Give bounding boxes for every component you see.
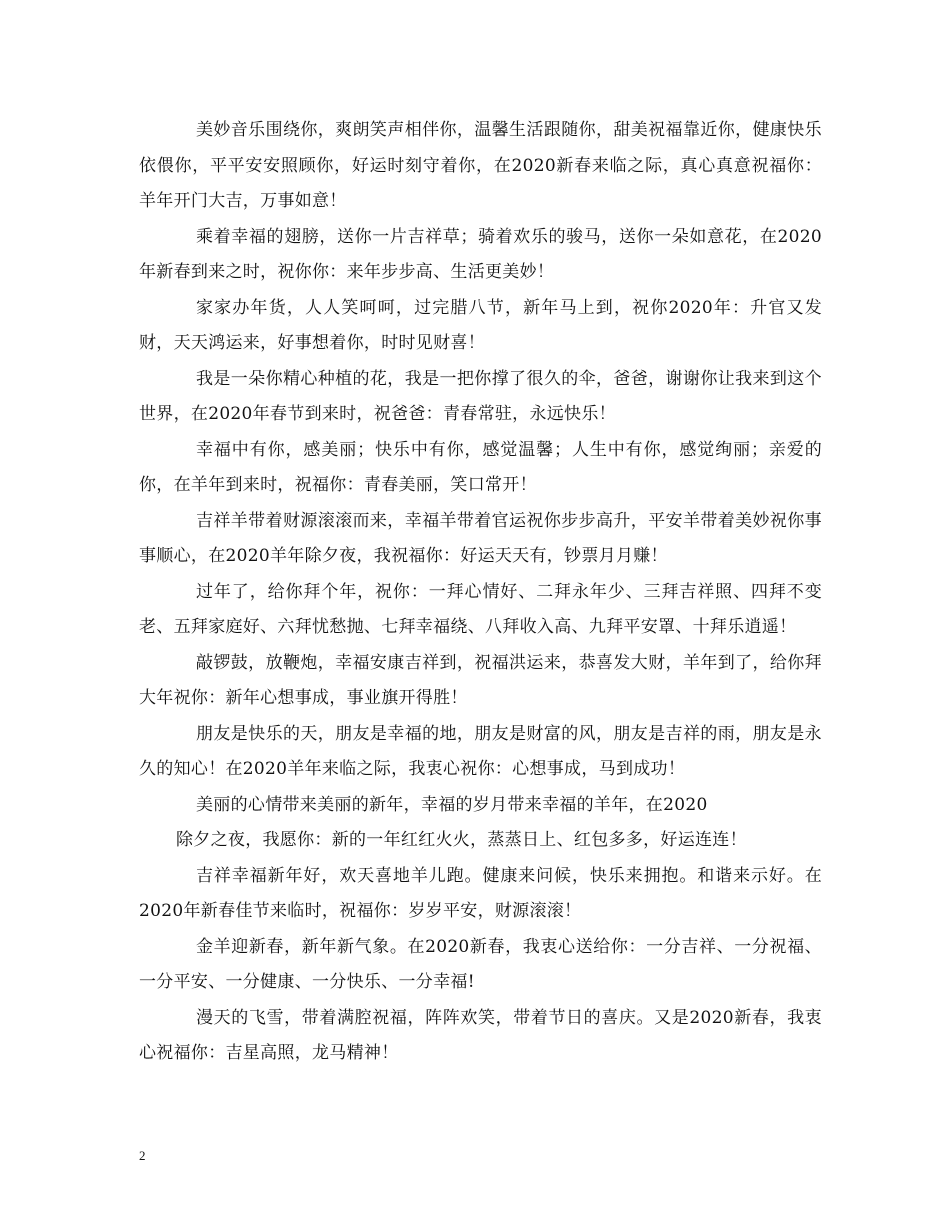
paragraph-3: 家家办年货，人人笑呵呵，过完腊八节，新年马上到，祝你2020年：升官又发财，天天鸿运来，好事想着你，时时见财喜！ bbox=[139, 297, 822, 353]
page-number: 2 bbox=[139, 1148, 146, 1163]
paragraph-10-line-1: 美丽的心情带来美丽的新年，幸福的岁月带来幸福的羊年，在2020 bbox=[196, 794, 708, 815]
paragraph-1: 美妙音乐围绕你，爽朗笑声相伴你，温馨生活跟随你，甜美祝福靠近你，健康快乐依偎你，平平安安照顾你，好运时刻守着你，在2020新春来临之际，真心真意祝福你：羊年开门大吉，万事如意！ bbox=[139, 120, 822, 211]
paragraph-2: 乘着幸福的翅膀，送你一片吉祥草；骑着欢乐的骏马，送你一朵如意花，在2020年新春到来之时，祝你你：来年步步高、生活更美妙！ bbox=[139, 226, 822, 282]
paragraph-4: 我是一朵你精心种植的花，我是一把你撑了很久的伞，爸爸，谢谢你让我来到这个世界，在2020年春节到来时，祝爸爸：青春常驻，永远快乐！ bbox=[139, 368, 822, 424]
paragraph-9: 朋友是快乐的天，朋友是幸福的地，朋友是财富的风，朋友是吉祥的雨，朋友是永久的知心！在2020羊年来临之际，我衷心祝你：心想事成，马到成功！ bbox=[139, 723, 822, 779]
paragraph-12: 金羊迎新春，新年新气象。在2020新春，我衷心送给你：一分吉祥、一分祝福、一分平安、一分健康、一分快乐、一分幸福! bbox=[139, 936, 822, 992]
document-body bbox=[139, 113, 822, 1072]
paragraph-11: 吉祥幸福新年好，欢天喜地羊儿跑。健康来问候，快乐来拥抱。和谐来示好。在2020年新春佳节来临时，祝福你：岁岁平安，财源滚滚！ bbox=[139, 865, 822, 921]
paragraph-13: 漫天的飞雪，带着满腔祝福，阵阵欢笑，带着节日的喜庆。又是2020新春，我衷心祝福你：吉星高照，龙马精神！ bbox=[139, 1007, 822, 1063]
paragraph-5: 幸福中有你，感美丽；快乐中有你，感觉温馨；人生中有你，感觉绚丽；亲爱的你，在羊年到来时，祝福你：青春美丽，笑口常开！ bbox=[139, 439, 822, 495]
paragraph-10-line-2: 除夕之夜，我愿你：新的一年红红火火，蒸蒸日上、红包多多，好运连连！ bbox=[176, 830, 747, 850]
paragraph-6: 吉祥羊带着财源滚滚而来，幸福羊带着官运祝你步步高升，平安羊带着美妙祝你事事顺心，在2020羊年除夕夜，我祝福你：好运天天有，钞票月月赚！ bbox=[139, 510, 822, 566]
paragraph-7: 过年了，给你拜个年，祝你：一拜心情好、二拜永年少、三拜吉祥照、四拜不变老、五拜家庭好、六拜忧愁抛、七拜幸福绕、八拜收入高、九拜平安罩、十拜乐逍遥！ bbox=[139, 581, 822, 637]
paragraph-10 bbox=[139, 788, 822, 859]
paragraph-8: 敲锣鼓，放鞭炮，幸福安康吉祥到，祝福洪运来，恭喜发大财，羊年到了，给你拜大年祝你：新年心想事成，事业旗开得胜！ bbox=[139, 652, 822, 708]
